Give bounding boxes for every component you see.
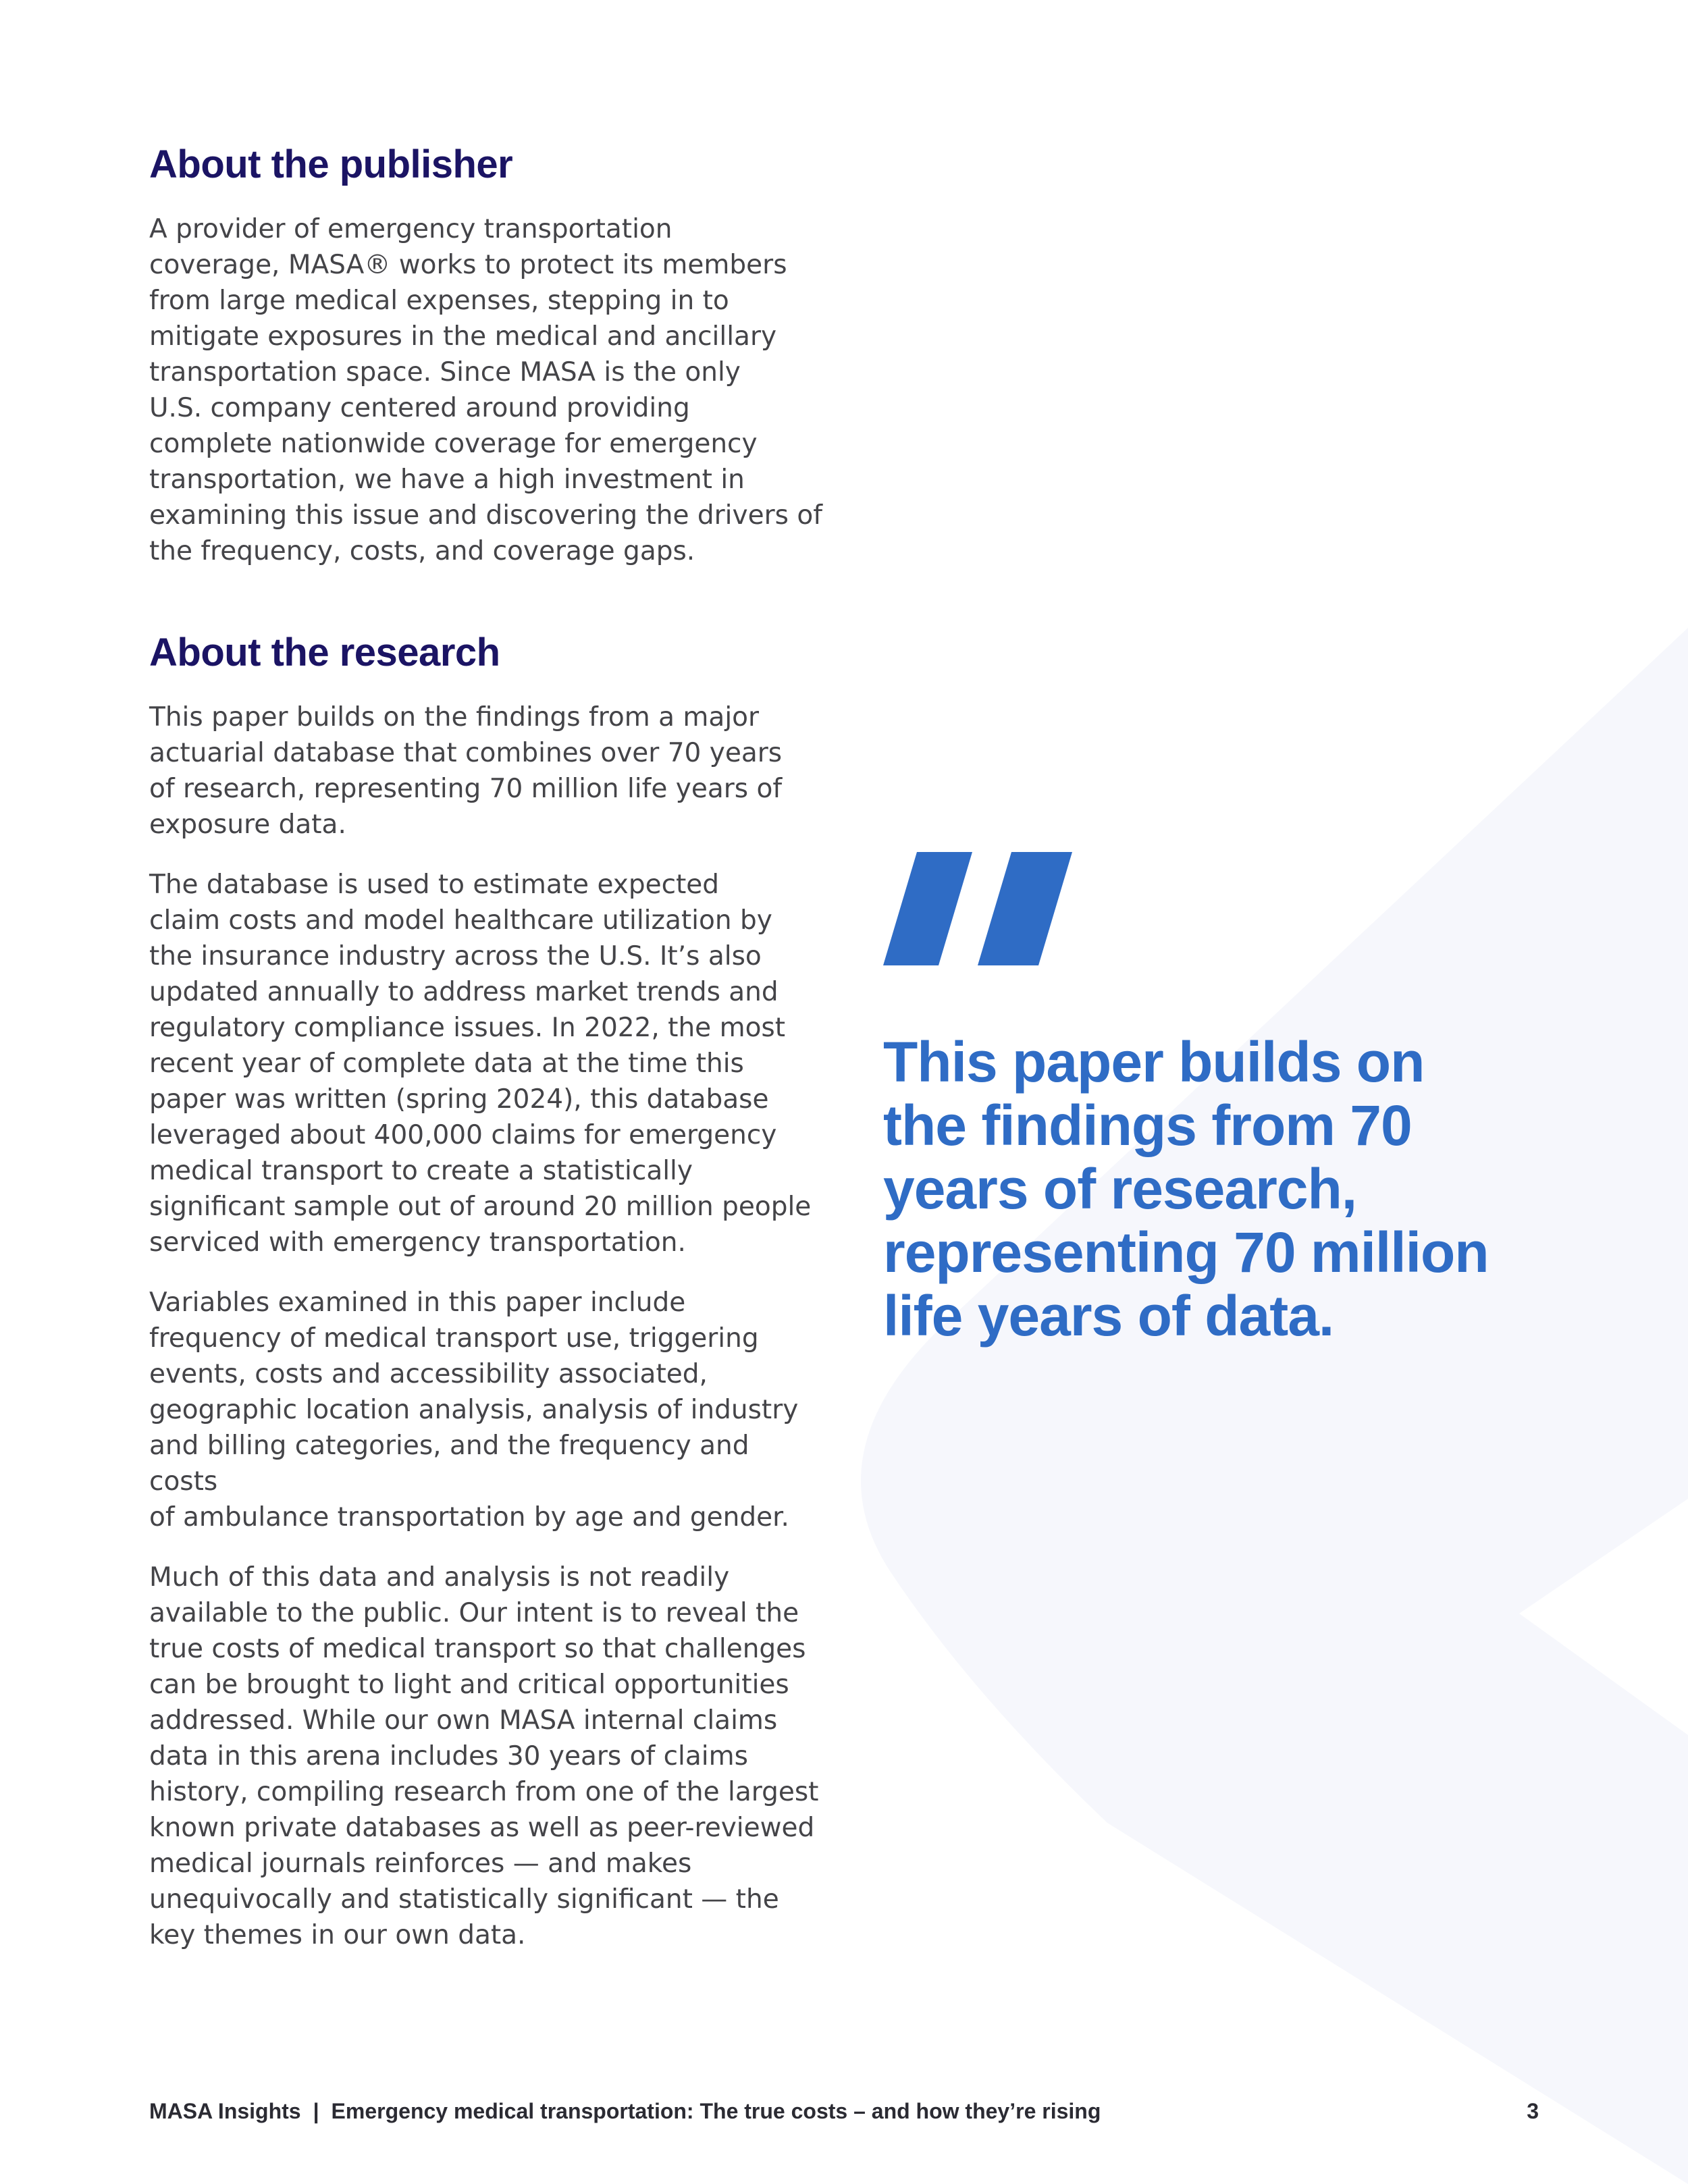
research-paragraph-4: Much of this data and analysis is not readily available to the public. Our intent is to reveal the true costs of medical transport so that challenges can be brought to light and critical opportunities addressed. While our own MASA internal claims data in this arena includes 30 years of claims history, compiling research from one of the largest known private databases as well as peer-reviewed medical journals reinforces — and makes unequivocally and statistically significant — the key themes in our own data. [149,1562,819,1950]
pull-quote [883,852,1558,1348]
research-paragraph-2: The database is used to estimate expected claim costs and model healthcare utilization by the insurance industry across the U.S. It’s also updated annually to address market trends and regulatory compliance issues. In 2022, the most recent year of complete data at the time this paper was written (spring 2024), this database leveraged about 400,000 claims for emergency medical transport to create a statistically significant sample out of around 20 million people serviced with emergency transportation. [149,870,812,1258]
page-number: 3 [1527,2098,1539,2123]
footer-left [149,2099,1101,2124]
publisher-body: A provider of emergency transportation coverage, MASA® works to protect its members from large medical expenses, stepping in to mitigate exposures in the medical and ancillary transportation space. Since MASA is the only U.S. company centered around providing complete nationwide coverage for emergency transportation, we have a high investment in examining this issue and discovering the drivers of the frequency, costs, and coverage gaps. [149,214,822,566]
footer-title: Emergency medical transportation: The true costs – and how they’re rising [331,2098,1101,2123]
footer-separator: | [313,2098,319,2123]
research-paragraph-3: Variables examined in this paper include frequency of medical transport use, triggering events, costs and accessibility associated, geographic location analysis, analysis of industry and billing categories, and the frequency and costs of ambulance transportation by age and gender. [149,1287,799,1533]
footer-brand: MASA Insights [149,2098,301,2123]
pull-quote-text: This paper builds on the findings from 70 years of research, representing 70 million life years of data. [883,1030,1489,1348]
research-heading: About the research [149,631,500,674]
publisher-heading: About the publisher [149,142,513,186]
main-text-column [149,142,824,1977]
quote-mark-icon [883,852,1072,965]
page-footer [149,2098,1539,2125]
research-paragraph-1: This paper builds on the findings from a major actuarial database that combines over 70 years of research, representing 70 million life years of exposure data. [149,702,783,840]
